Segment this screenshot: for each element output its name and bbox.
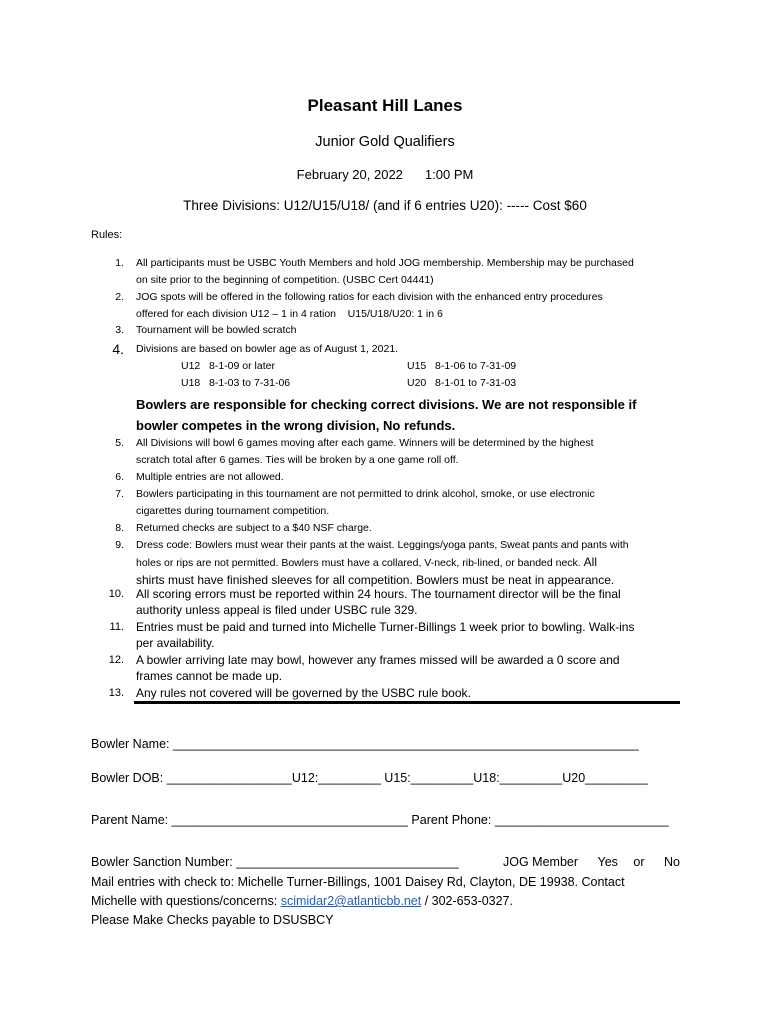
jog-yes-option[interactable]: Yes [597,855,618,869]
page-title: Pleasant Hill Lanes [307,96,463,115]
divisions-cost: Three Divisions: U12/U15/U18/ (and if 6 entries U20): ----- Cost $60 [183,198,587,213]
jog-member-label: JOG Member [503,855,579,869]
age-row-u15: U15 8-1-06 to 7-31-09 [407,360,517,372]
jog-member-options [503,855,680,869]
parent-name-phone-field[interactable]: Parent Name: __________________________________ Parent Phone: _________________________ [91,813,669,827]
entry-form-page: Pleasant Hill Lanes Junior Gold Qualifiers February 20, 2022 1:00 PM Three Divisions: U12/U15/U18/ (and if 6 entries U20): ----- Cost $60 Rules: 1. All participants must be USBC Youth Members and hold JOG membership. Membership may be purchased on site prior to the beginning of competition. (USBC Cert 04441) 2. JOG spots will be offered in the following ratios for each division with the enhanced entry procedures offered for each division U12 – 1 in 4 ration U15/U18/U20: 1 in 6 3. Tournament will be bowled scratch 4. Divisions are based on bowler age as of August 1, 2021. U12 8-1-09 or later U15 8-1-06 to 7-31-09 U18 8-1-03 to 7-31-06 U20 8-1-01 to 7-31-03 Bowlers are responsible for checking correct divisions. We are not responsible if bowler competes in the wrong division, No refunds. 5. All Divisions will bowl 6 games moving after each game. Winners will be determined by the highest scratch total after 6 games. Ties will be broken by a one game roll off. 6. Multiple entries are not allowed. 7. Bowlers participating in this tournament are not permitted to drink alcohol, smoke, or use electronic cigarettes during tournament competition. 8. Returned checks are subject to a $40 NSF charge. 9. Dress code: Bowlers must wear their pants at the waist. Leggings/yoga pants, Sweat pants and pants with holes or rips are not permitted. Bowlers must have a collared, V-neck, rib-lined, or banded neck. All shirts must have finished sleeves for all competition. Bowlers must be neat in appearance. 10. All scoring errors must be reported within 24 hours. The tournament director will be the final authority unless appeal is filed under USBC rule 329. 11. Entries must be paid and turned into Michelle Turner-Billings 1 week prior to bowling. Walk-ins per availability. 12. A bowler arriving late may bowl, however any frames missed will be awarded a 0 score and frames cannot be made up. 13. Any rules not covered will be governed by the USBC rule book. Bowler Name: ___________________________________________________________________ Bowler DOB: __________________U12:_________ U15:_________U18:_________U20_________ Parent Name: __________________________________ Parent Phone: _________________________ Bowler Sanction Number: ________________________________ JOG Member Yes or No Mail entries with check to: Michelle Turner-Billings, 1001 Daisey Rd, Clayton, DE 19938. Contact Michelle with questions/concerns: scimidar2@atlanticbb.net / 302-653-0327. Please Make Checks payable to DSUSBCY [0,0,770,1024]
age-row-u20: U20 8-1-01 to 7-31-03 [407,377,517,389]
jog-or-label: or [633,855,645,869]
division-warning: Bowlers are responsible for checking correct divisions. We are not responsible if bowler competes in the wrong division, No refunds. [136,397,637,433]
mail-entries-line: Mail entries with check to: Michelle Turner-Billings, 1001 Daisey Rd, Clayton, DE 19938. Contact [91,875,625,889]
event-subtitle: Junior Gold Qualifiers [315,134,455,150]
questions-line: Michelle with questions/concerns: scimidar2@atlanticbb.net / 302-653-0327. [91,894,513,908]
event-date: February 20, 2022 [296,167,403,182]
bowler-name-field[interactable]: Bowler Name: ___________________________________________________________________ [91,737,639,751]
bowler-dob-field[interactable]: Bowler DOB: __________________U12:_________ U15:_________U18:_________U20_________ [91,771,648,785]
sanction-number-field[interactable]: Bowler Sanction Number: ________________________________ [91,855,459,869]
contact-info [91,873,691,930]
checks-payable-line: Please Make Checks payable to DSUSBCY [91,913,334,927]
age-row-u18: U18 8-1-03 to 7-31-06 [181,377,291,389]
contact-email-link[interactable]: scimidar2@atlanticbb.net [280,894,422,908]
event-date-time [0,167,770,182]
age-row-u12: U12 8-1-09 or later [181,360,275,372]
rules-label: Rules: [91,229,123,241]
section-divider [134,701,680,704]
jog-no-option[interactable]: No [664,855,680,869]
event-time: 1:00 PM [424,167,474,182]
